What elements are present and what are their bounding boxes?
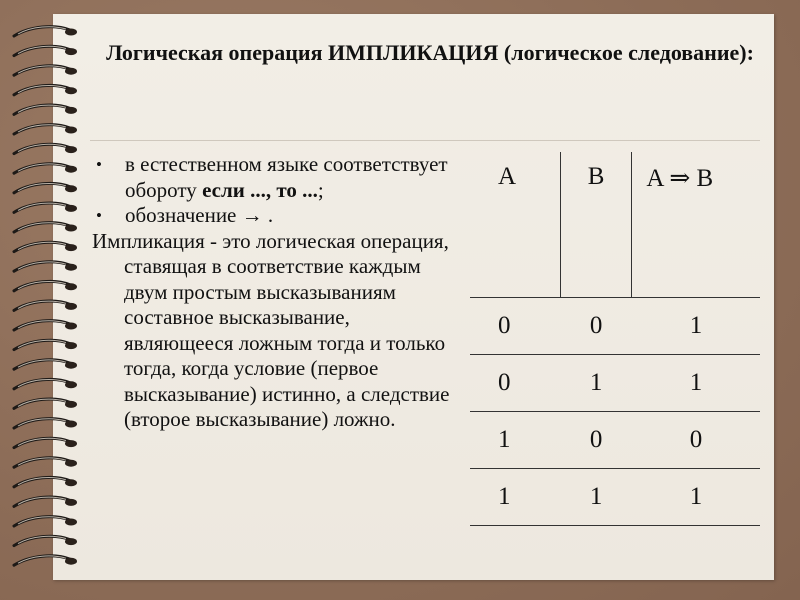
bullet-text: в естественном языке соответствует обороту [125, 152, 448, 202]
table-cell: 1 [632, 469, 760, 526]
spiral-coil-icon [14, 27, 77, 36]
spiral-coil-icon [14, 164, 77, 173]
header-cell-b: B [560, 152, 632, 298]
table-row [470, 469, 760, 526]
spiral-coil-icon [14, 223, 77, 232]
table-cell: 0 [470, 298, 560, 355]
slide-title: Логическая операция ИМПЛИКАЦИЯ (логическое следование): [106, 40, 754, 65]
bullet-dot-icon: • [96, 155, 102, 174]
table-row [470, 412, 760, 469]
bullet-text: обозначение → . [125, 203, 274, 227]
definition-paragraph: Импликация - это логическая операция, ставящая в соответствие каждым двум простым высказываниям составное высказывание, являющееся ложным тогда и только тогда, когда условие (первое высказывание) истинно, а следствие (второе высказывание) ложно. [92, 228, 450, 431]
spiral-coil-icon [14, 144, 77, 153]
spiral-coil-icon [14, 360, 77, 369]
spiral-coil-icon [14, 340, 77, 349]
table-row [470, 355, 760, 412]
table-row [470, 298, 760, 355]
table-header-row [470, 152, 760, 298]
spiral-coil-icon [14, 399, 77, 408]
table-cell: 0 [470, 355, 560, 412]
spiral-coil-icon [14, 419, 77, 428]
bullet-dot-icon: • [96, 206, 102, 225]
table-cell: 0 [560, 298, 632, 355]
spiral-coil-icon [14, 321, 77, 330]
spiral-coil-icon [14, 458, 77, 467]
table-cell: 1 [470, 469, 560, 526]
title-divider [90, 140, 760, 141]
spiral-coil-icon [14, 301, 77, 310]
spiral-coil-icon [14, 497, 77, 506]
header-cell-implication: A ⇒ B [646, 165, 714, 192]
spiral-coil-icon [14, 262, 77, 271]
bullet-item-notation [92, 203, 462, 229]
text-body [92, 152, 462, 433]
bullet-item-natural-language [92, 152, 462, 203]
spiral-coil-icon [14, 517, 77, 526]
table-cell: 0 [632, 412, 760, 469]
spiral-coil-icon [14, 242, 77, 251]
spiral-coil-icon [14, 85, 77, 94]
truth-table [470, 152, 760, 526]
spiral-coil-icon [14, 379, 77, 388]
spiral-coil-icon [14, 477, 77, 486]
spiral-coil-icon [14, 203, 77, 212]
table-cell: 1 [470, 412, 560, 469]
spiral-coil-icon [14, 105, 77, 114]
bullet-text-bold: если ..., то ... [202, 177, 318, 202]
spiral-coil-icon [14, 66, 77, 75]
bullet-text-end: ; [317, 177, 324, 202]
spiral-coil-icon [14, 183, 77, 192]
spiral-coil-icon [14, 438, 77, 447]
spiral-coil-icon [14, 281, 77, 290]
table-cell: 1 [632, 355, 760, 412]
header-cell-a: A [470, 152, 560, 298]
table-cell: 1 [560, 355, 632, 412]
spiral-coil-icon [14, 46, 77, 55]
spiral-coil-icon [14, 536, 77, 545]
table-cell: 1 [632, 298, 760, 355]
spiral-coil-icon [14, 556, 77, 565]
table-cell: 1 [560, 469, 632, 526]
spiral-coil-icon [14, 125, 77, 134]
table-cell: 0 [560, 412, 632, 469]
